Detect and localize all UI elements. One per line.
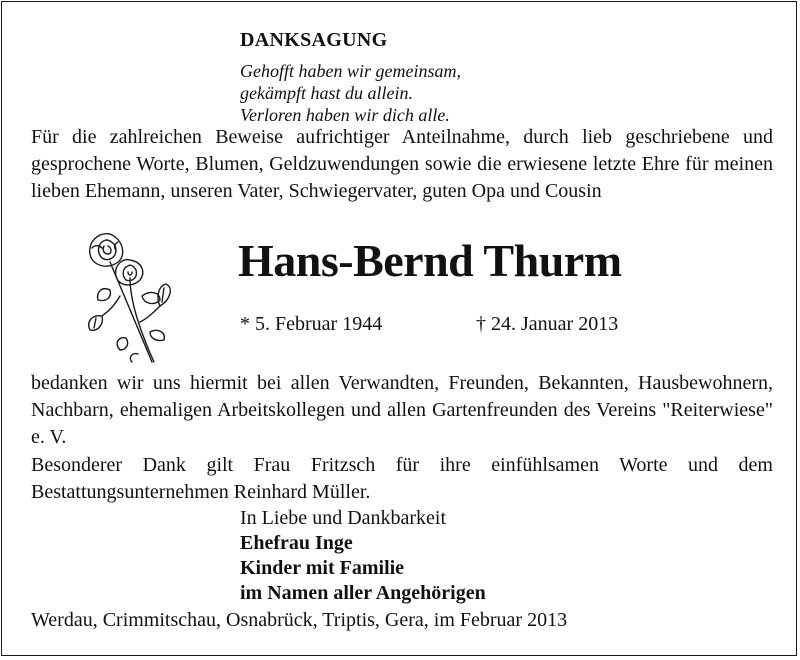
- closing-line: In Liebe und Dankbarkeit: [240, 507, 447, 529]
- poem: [240, 60, 461, 126]
- obituary-notice: [1, 1, 797, 656]
- rose-icon: [80, 226, 176, 368]
- place-and-date: Werdau, Crimmitschau, Osnabrück, Triptis, Gera, im Februar 2013: [31, 609, 568, 631]
- deceased-name: Hans-Bernd Thurm: [238, 235, 622, 286]
- death-date: † 24. Januar 2013: [476, 313, 619, 335]
- thanks-paragraph: bedanken wir uns hiermit bei allen Verwandten, Freunden, Bekannten, Hausbewohnern, Nachbarn, ehemaligen Arbeitskollegen und allen Gartenfreunden des Vereins "Reiterwiese" e. V.: [31, 372, 773, 448]
- special-thanks-paragraph: Besonderer Dank gilt Frau Fritzsch für ihre einfühlsamen Worte und dem Bestattungsunternehmen Reinhard Müller.: [31, 454, 773, 503]
- intro-paragraph: Für die zahlreichen Beweise aufrichtiger Anteilnahme, durch lieb geschriebene und gesprochene Worte, Blumen, Geldzuwendungen sowie die erwiesene letzte Ehre für meinen lieben Ehemann, unseren Vater, Schwiegervater, guten Opa und Cousin: [31, 126, 773, 202]
- birth-date: * 5. Februar 1944: [240, 313, 383, 335]
- notice-heading: DANKSAGUNG: [240, 29, 388, 51]
- poem-line: Verloren haben wir dich alle.: [240, 105, 450, 125]
- signer: Kinder mit Familie: [240, 557, 405, 579]
- closing-block: [240, 506, 486, 606]
- signer: im Namen aller Angehörigen: [240, 582, 486, 604]
- poem-line: Gehofft haben wir gemeinsam,: [240, 61, 461, 81]
- signer: Ehefrau Inge: [240, 532, 353, 554]
- poem-line: gekämpft hast du allein.: [240, 83, 413, 103]
